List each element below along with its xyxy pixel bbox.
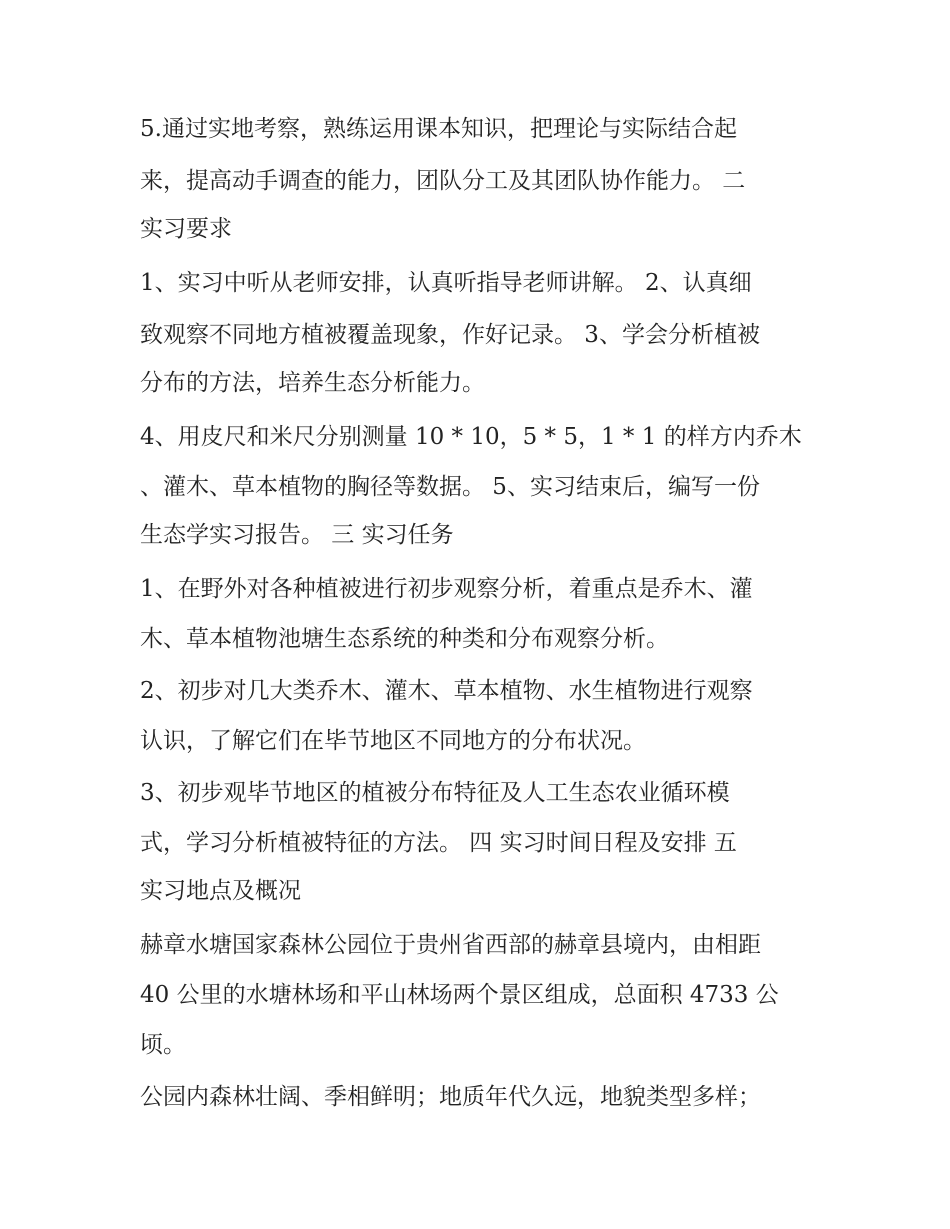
- text-line: 认识，了解它们在毕节地区不同地方的分布状况。: [140, 728, 646, 754]
- text-line: 3、初步观毕节地区的植被分布特征及人工生态农业循环模: [140, 780, 730, 806]
- text-line: 1、在野外对各种植被进行初步观察分析，着重点是乔木、灌: [140, 576, 753, 602]
- text-line: 5.通过实地考察，熟练运用课本知识，把理论与实际结合起: [140, 116, 737, 142]
- text-line: 公园内森林壮阔、季相鲜明；地质年代久远，地貌类型多样；: [140, 1084, 761, 1110]
- text-line: 1、实习中听从老师安排，认真听指导老师讲解。 2、认真细: [140, 270, 752, 296]
- text-line: 木、草本植物池塘生态系统的种类和分布观察分析。: [140, 626, 669, 652]
- text-line: 来，提高动手调查的能力，团队分工及其团队协作能力。 二: [140, 168, 746, 194]
- text-line: 实习要求: [140, 216, 232, 242]
- text-line: 致观察不同地方植被覆盖现象，作好记录。 3、学会分析植被: [140, 322, 760, 348]
- text-line: 式，学习分析植被特征的方法。 四 实习时间日程及安排 五: [140, 830, 737, 856]
- text-line: 分布的方法，培养生态分析能力。: [140, 370, 485, 396]
- text-line: 赫章水塘国家森林公园位于贵州省西部的赫章县境内，由相距: [140, 932, 761, 958]
- text-line: 40 公里的水塘林场和平山林场两个景区组成，总面积 4733 公: [140, 982, 779, 1008]
- text-line: 、灌木、草本植物的胸径等数据。 5、实习结束后，编写一份: [140, 474, 760, 500]
- text-line: 2、初步对几大类乔木、灌木、草本植物、水生植物进行观察: [140, 678, 753, 704]
- text-line: 实习地点及概况: [140, 878, 301, 904]
- text-line: 顷。: [140, 1032, 186, 1058]
- text-line: 4、用皮尺和米尺分别测量 10 * 10，5 * 5，1 * 1 的样方内乔木: [140, 424, 802, 450]
- text-line: 生态学实习报告。 三 实习任务: [140, 522, 454, 548]
